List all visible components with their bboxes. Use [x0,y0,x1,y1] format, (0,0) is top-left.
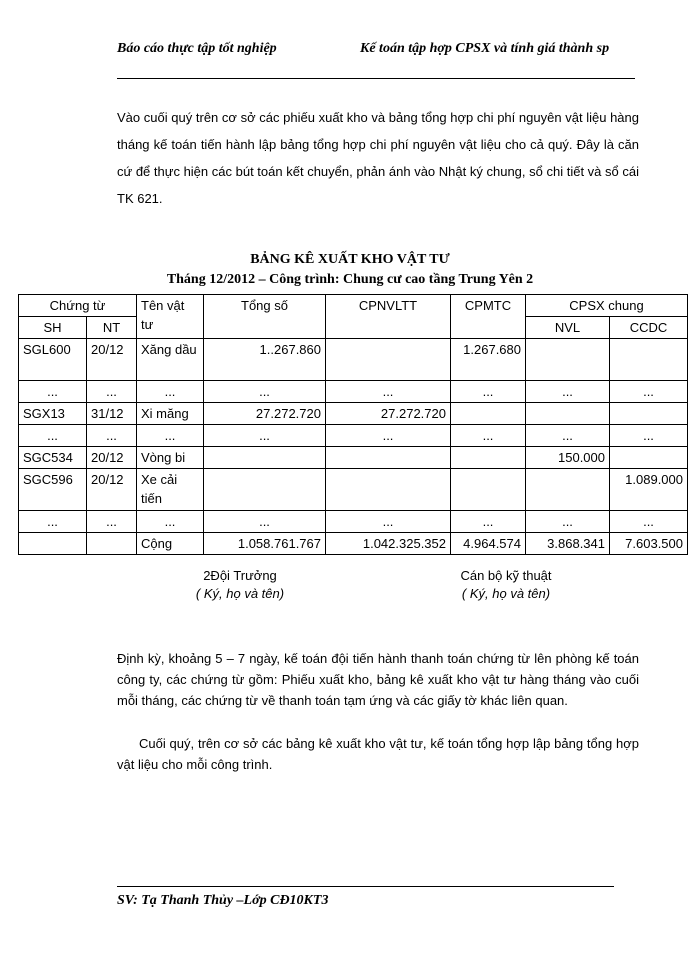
cell-nvl [526,403,610,425]
cell-nvl [526,339,610,381]
header-rule [117,78,635,79]
header-sh: SH [19,317,87,339]
table-row [19,447,688,469]
signature-left [140,568,340,601]
cell-ccdc [610,447,688,469]
cell-nt: 20/12 [87,447,137,469]
ellipsis: ... [610,381,688,403]
cell-tong [204,447,326,469]
signature-right [406,568,606,601]
cell-tong: 27.272.720 [204,403,326,425]
paragraph-2: Định kỳ, khoảng 5 – 7 ngày, kế toán đội tiến hành thanh toán chứng từ lên phòng kế toán công ty, các chứng từ gồm: Phiếu xuất kho, bảng kê xuất kho vật tư hàng tháng vào cuối mỗi tháng, các chứng từ về thanh toán tạm ứng và các giấy tờ khác liên quan. [117,651,639,708]
footer-student: SV: Tạ Thanh Thủy –Lớp CĐ10KT3 [117,893,329,908]
cell-mtc [451,469,526,511]
cell-tong: 1..267.860 [204,339,326,381]
cell-sh: SGL600 [19,339,87,381]
cell-nvl [526,469,610,511]
header-nt: NT [87,317,137,339]
cell-empty [19,533,87,555]
cell-ccdc [610,403,688,425]
table-row [19,469,688,511]
cell-ten: Xe cải tiến [137,469,204,511]
ellipsis: ... [137,425,204,447]
table-title: BẢNG KÊ XUẤT KHO VẬT TƯ [250,252,450,267]
ellipsis: ... [137,381,204,403]
cell-ten: Vòng bi [137,447,204,469]
ellipsis: ... [137,511,204,533]
table-row [19,511,688,533]
ellipsis: ... [87,425,137,447]
header-cpnvltt: CPNVLTT [326,295,451,339]
header-cpsx-chung: CPSX chung [526,295,688,317]
ellipsis: ... [451,425,526,447]
signature-right-title: Cán bộ kỹ thuật [460,568,552,583]
cell-nt: 20/12 [87,469,137,511]
cell-ten: Xi măng [137,403,204,425]
signature-right-sub: ( Ký, họ và tên) [461,586,551,601]
ellipsis: ... [87,381,137,403]
cell-tong [204,469,326,511]
header-cpmtc: CPMTC [451,295,526,339]
total-mtc: 4.964.574 [451,533,526,555]
paragraph-3: Cuối quý, trên cơ sở các bảng kê xuất kho vật tư, kế toán tổng hợp lập bảng tổng hợp vật liệu cho mỗi công trình. [117,736,639,772]
ellipsis: ... [326,511,451,533]
cell-sh: SGC534 [19,447,87,469]
header-right: Kế toán tập hợp CPSX và tính giá thành sp [360,41,610,56]
intro-paragraph: Vào cuối quý trên cơ sở các phiếu xuất kho và bảng tổng hợp chi phí nguyên vật liệu hàng tháng kế toán tiến hành lập bảng tổng hợp chi phí nguyên vật liệu cho cả quý. Đây là căn cứ để thực hiện các bút toán kết chuyển, phản ánh vào Nhật ký chung, sổ chi tiết và sổ cái TK 621. [117,110,639,206]
cell-nt: 20/12 [87,339,137,381]
ellipsis: ... [87,511,137,533]
header-chungtu: Chứng từ [19,295,137,317]
ellipsis: ... [19,425,87,447]
table-row [19,381,688,403]
table-row [19,339,688,381]
ellipsis: ... [204,511,326,533]
ellipsis: ... [204,425,326,447]
cell-ccdc [610,339,688,381]
header-ccdc: CCDC [610,317,688,339]
ellipsis: ... [19,511,87,533]
ellipsis: ... [326,381,451,403]
table-row [19,403,688,425]
cell-mtc [451,447,526,469]
materials-table [18,294,688,555]
cell-mtc [451,403,526,425]
ellipsis: ... [204,381,326,403]
header-tenvattu: Tên vật tư [137,295,204,339]
ellipsis: ... [526,511,610,533]
footer-rule [117,886,614,887]
cell-nt: 31/12 [87,403,137,425]
cell-sh: SGX13 [19,403,87,425]
total-ccdc: 7.603.500 [610,533,688,555]
signature-left-title: 2Đội Trưởng [203,568,277,583]
header-nvl: NVL [526,317,610,339]
ellipsis: ... [610,511,688,533]
ellipsis: ... [526,425,610,447]
cell-empty [87,533,137,555]
ellipsis: ... [451,511,526,533]
cell-sh: SGC596 [19,469,87,511]
ellipsis: ... [451,381,526,403]
header-left: Báo cáo thực tập tốt nghiệp [117,41,277,56]
signature-left-sub: ( Ký, họ và tên) [195,586,285,601]
total-row [19,533,688,555]
cell-ten: Xăng dầu [137,339,204,381]
cell-nvltt: 27.272.720 [326,403,451,425]
table-subtitle: Tháng 12/2012 – Công trình: Chung cư cao tầng Trung Yên 2 [166,272,534,287]
ellipsis: ... [19,381,87,403]
cell-mtc: 1.267.680 [451,339,526,381]
total-tong: 1.058.761.767 [204,533,326,555]
cell-nvltt [326,339,451,381]
ellipsis: ... [326,425,451,447]
total-nvl: 3.868.341 [526,533,610,555]
header-tongso: Tổng số [204,295,326,339]
cell-nvltt [326,447,451,469]
cell-ccdc: 1.089.000 [610,469,688,511]
total-label: Cộng [137,533,204,555]
ellipsis: ... [610,425,688,447]
ellipsis: ... [526,381,610,403]
cell-nvltt [326,469,451,511]
cell-nvl: 150.000 [526,447,610,469]
table-row [19,425,688,447]
total-nvltt: 1.042.325.352 [326,533,451,555]
